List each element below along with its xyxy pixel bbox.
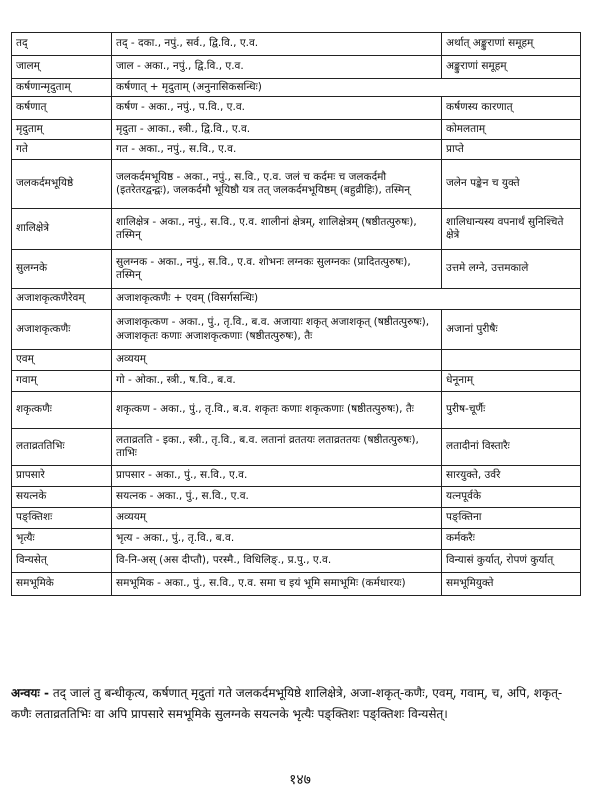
meaning-cell: लतादीनां विस्तारैः — [442, 429, 581, 466]
analysis-cell: गत - अका., नपुं., स.वि., ए.व. — [112, 140, 442, 160]
meaning-cell: शालिधान्यस्य वपनार्थं सुनिश्चिते क्षेत्रे — [442, 209, 581, 250]
meaning-cell: समभूमियुक्ते — [442, 573, 581, 596]
meaning-cell: अङ्कुराणां समूहम् — [442, 56, 581, 79]
analysis-cell: मृदुता - आका., स्त्री., द्वि.वि., ए.व. — [112, 120, 442, 140]
analysis-cell: सुलग्नक - अका., नपुं., स.वि., ए.व. शोभनः लग्नकः सुलग्नकः (प्रादितत्पुरुषः), तस्मिन् — [112, 250, 442, 289]
analysis-cell: अव्ययम् — [112, 350, 442, 371]
meaning-cell: धेनूनाम् — [442, 371, 581, 392]
word-cell: सयत्नके — [12, 487, 112, 508]
analysis-cell: तद् - दका., नपुं., सर्व., द्वि.वि., ए.व. — [112, 33, 442, 56]
table-row — [12, 529, 581, 550]
table-row — [12, 209, 581, 250]
table-row — [12, 140, 581, 160]
meaning-cell: उत्तमे लग्ने, उत्तमकाले — [442, 250, 581, 289]
analysis-cell: शकृत्कण - अका., पुं., तृ.वि., ब.व. शकृतः कणाः शकृत्कणाः (षष्ठीतत्पुरुषः), तैः — [112, 392, 442, 429]
word-cell: सुलग्नके — [12, 250, 112, 289]
analysis-cell: जाल - अका., नपुं., द्वि.वि., ए.व. — [112, 56, 442, 79]
table-row — [12, 33, 581, 56]
table-row — [12, 487, 581, 508]
table-row — [12, 56, 581, 79]
word-cell: कर्षणात् — [12, 97, 112, 120]
word-cell: अजाशकृत्कणैरेवम् — [12, 289, 112, 310]
table-row — [12, 160, 581, 209]
word-cell: पङ्क्तिशः — [12, 508, 112, 529]
table-row — [12, 508, 581, 529]
meaning-cell: जलेन पङ्केन च युक्ते — [442, 160, 581, 209]
anvaya-section — [11, 683, 581, 725]
analysis-cell: कर्षणात् + मृदुताम् (अनुनासिकसन्धिः) — [112, 79, 581, 97]
word-cell: गवाम् — [12, 371, 112, 392]
analysis-cell: अव्ययम् — [112, 508, 442, 529]
word-cell: जालम् — [12, 56, 112, 79]
word-cell: जलकर्दमभूयिष्ठे — [12, 160, 112, 209]
table-row — [12, 550, 581, 573]
word-cell: विन्यसेत् — [12, 550, 112, 573]
meaning-cell: विन्यासं कुर्यात्, रोपणं कुर्यात् — [442, 550, 581, 573]
table-row — [12, 371, 581, 392]
analysis-cell: वि-नि-अस् (अस दीप्तौ), परस्मै., विधिलिङ्., प्र.पु., ए.व. — [112, 550, 442, 573]
meaning-cell: पुरीष-चूर्णैः — [442, 392, 581, 429]
table-row — [12, 120, 581, 140]
meaning-cell: पङ्क्तिना — [442, 508, 581, 529]
table-row — [12, 250, 581, 289]
meaning-cell: प्राप्ते — [442, 140, 581, 160]
word-cell: समभूमिके — [12, 573, 112, 596]
analysis-cell: गो - ओका., स्त्री., ष.वि., ब.व. — [112, 371, 442, 392]
meaning-cell: कर्मकरैः — [442, 529, 581, 550]
word-cell: शालिक्षेत्रे — [12, 209, 112, 250]
analysis-cell: लताव्रतति - इका., स्त्री., तृ.वि., ब.व. लतानां व्रततयः लताव्रततयः (षष्ठीतत्पुरुषः), ताभिः — [112, 429, 442, 466]
analysis-cell: जलकर्दमभूयिष्ठ - अका., नपुं., स.वि., ए.व. जलं च कर्दमः च जलकर्दमौ (इतरेतरद्वन्द्वः), जलकर्दमौ भूयिष्ठौ यत्र तत् जलकर्दमभूयिष्ठम् (बहुव्रीहिः), तस्मिन् — [112, 160, 442, 209]
table-row — [12, 429, 581, 466]
word-cell: प्रापसारे — [12, 466, 112, 487]
table-row — [12, 289, 581, 310]
meaning-cell: यत्नपूर्वके — [442, 487, 581, 508]
analysis-cell: कर्षण - अका., नपुं., प.वि., ए.व. — [112, 97, 442, 120]
anvaya-text: तद् जालं तु बन्धीकृत्य, कर्षणात् मृदुतां गते जलकर्दमभूयिष्ठे शालिक्षेत्रे, अजा-शकृत्-कणैः, एवम्, गवाम्, च, अपि, शकृत्-कणैः लताव्रततिभिः वा अपि प्रापसारे समभूमिके सुलग्नके सयत्नके भृत्यैः पङ्क्तिशः पङ्क्तिशः विन्यसेत्। — [11, 686, 563, 721]
table-row — [12, 573, 581, 596]
analysis-cell: समभूमिक - अका., पुं., स.वि., ए.व. समा च इयं भूमि समाभूमिः (कर्मधारयः) — [112, 573, 442, 596]
page-number: १४७ — [289, 772, 311, 788]
table-row — [12, 350, 581, 371]
analysis-cell: प्रापसार - अका., पुं., स.वि., ए.व. — [112, 466, 442, 487]
analysis-cell: शालिक्षेत्र - अका., नपुं., स.वि., ए.व. शालीनां क्षेत्रम्, शालिक्षेत्रम् (षष्ठीतत्पुरुषः), तस्मिन् — [112, 209, 442, 250]
table-row — [12, 97, 581, 120]
table-row — [12, 310, 581, 350]
word-cell: एवम् — [12, 350, 112, 371]
analysis-cell: सयत्नक - अका., पुं., स.वि., ए.व. — [112, 487, 442, 508]
word-cell: गते — [12, 140, 112, 160]
analysis-cell: भृत्य - अका., पुं., तृ.वि., ब.व. — [112, 529, 442, 550]
meaning-cell: कोमलताम् — [442, 120, 581, 140]
meaning-cell: कर्षणस्य कारणात् — [442, 97, 581, 120]
table-row — [12, 466, 581, 487]
table-row — [12, 79, 581, 97]
word-cell: मृदुताम् — [12, 120, 112, 140]
meaning-cell: अर्थात् अङ्कुराणां समूहम् — [442, 33, 581, 56]
anvaya-label: अन्वयः - — [11, 686, 49, 700]
word-cell: शकृत्कणैः — [12, 392, 112, 429]
analysis-cell: अजाशकृत्कण - अका., पुं., तृ.वि., ब.व. अजायाः शकृत् अजाशकृत् (षष्ठीतत्पुरुषः), अजाशकृतः कणाः अजाशकृत्कणाः (षष्ठीतत्पुरुषः), तैः — [112, 310, 442, 350]
meaning-cell: सारयुक्ते, उर्वरे — [442, 466, 581, 487]
analysis-cell: अजाशकृत्कणैः + एवम् (विसर्गसन्धिः) — [112, 289, 581, 310]
word-cell: तद् — [12, 33, 112, 56]
word-cell: कर्षणान्मृदुताम् — [12, 79, 112, 97]
meaning-cell — [442, 350, 581, 371]
meaning-cell: अजानां पुरीषैः — [442, 310, 581, 350]
table-row — [12, 392, 581, 429]
word-cell: लताव्रततिभिः — [12, 429, 112, 466]
word-cell: भृत्यैः — [12, 529, 112, 550]
word-cell: अजाशकृत्कणैः — [12, 310, 112, 350]
word-analysis-table — [11, 32, 581, 596]
